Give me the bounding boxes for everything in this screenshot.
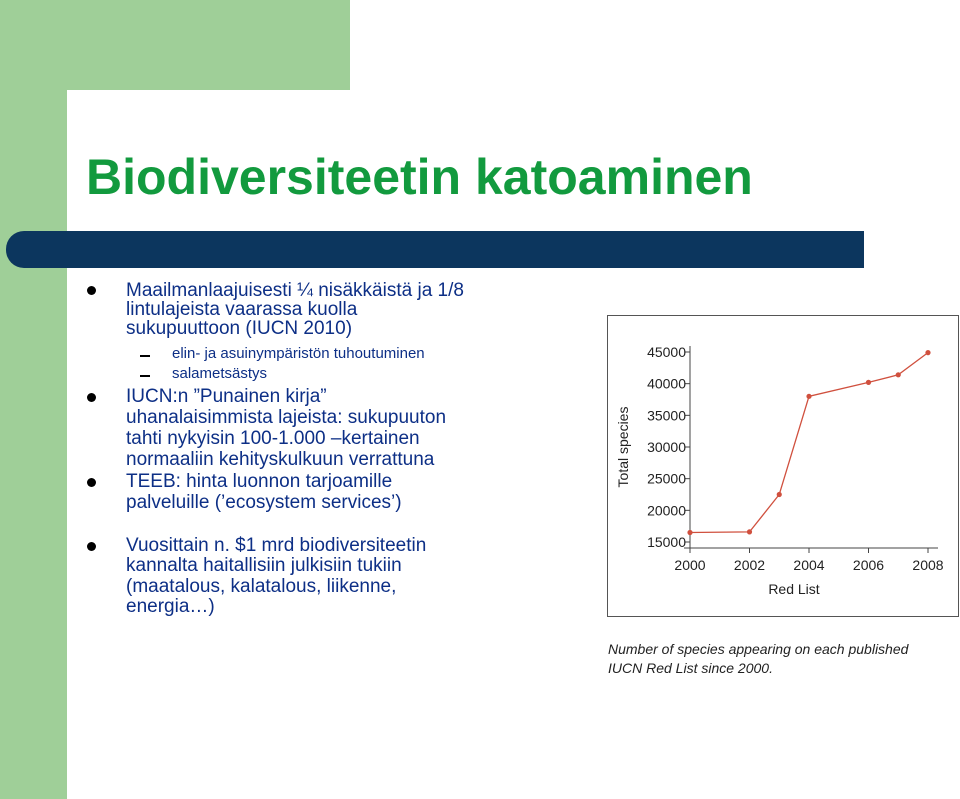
data-point: [747, 529, 752, 534]
x-tick-label: 2002: [733, 557, 766, 573]
bullet-3-line-1: TEEB: hinta luonnon tarjoamille: [126, 471, 393, 492]
y-tick-label: 40000: [647, 375, 686, 392]
x-axis-title: Red List: [768, 581, 820, 597]
y-tick-label: 20000: [647, 502, 686, 519]
sub-bullet-dash: [140, 355, 150, 357]
title-underline-bar: [6, 231, 864, 268]
data-point: [806, 394, 811, 399]
data-point: [925, 350, 930, 355]
bullet-dot: [87, 286, 96, 295]
chart-caption: [608, 640, 908, 678]
x-tick-label: 2008: [912, 557, 944, 573]
y-tick-label: 45000: [647, 344, 686, 360]
y-tick-label: 35000: [647, 407, 686, 424]
species-chart-svg: [608, 316, 958, 616]
bullet-3-line-2: palveluille (’ecosystem services’): [126, 492, 402, 513]
top-accent-band: [0, 0, 350, 90]
species-chart: [607, 315, 959, 617]
data-point: [896, 372, 901, 377]
bullet-4-line-1: Vuosittain n. $1 mrd biodiversiteetin: [126, 535, 427, 556]
bullet-4-line-2: kannalta haitallisiin julkisiin tukiin: [126, 555, 402, 576]
x-tick-label: 2000: [674, 557, 706, 573]
bullet-dot: [87, 542, 96, 551]
x-tick-label: 2006: [852, 557, 885, 573]
bullet-2-line-1: IUCN:n ”Punainen kirja”: [126, 386, 327, 407]
sub-bullet-2: salametsästys: [172, 365, 268, 382]
chart-caption-line-1: Number of species appearing on each published: [608, 641, 909, 657]
bullet-dot: [87, 393, 96, 402]
slide-title: Biodiversiteetin katoaminen: [86, 149, 753, 205]
left-accent-band: [0, 0, 67, 799]
bullet-1-line-1: Maailmanlaajuisesti ¼ nisäkkäistä ja 1/8: [126, 280, 464, 301]
bullet-2-line-4: normaaliin kehityskulkuun verrattuna: [126, 449, 435, 470]
bullet-dot: [87, 478, 96, 487]
bullet-2-line-2: uhanalaisimmista lajeista: sukupuuton: [126, 407, 447, 428]
x-tick-label: 2004: [793, 557, 825, 573]
y-tick-label: 15000: [647, 534, 686, 550]
series-line-total-species: [690, 353, 928, 533]
bullet-1-line-3: sukupuuttoon (IUCN 2010): [126, 318, 353, 339]
bullet-1-line-2: lintulajeista vaarassa kuolla: [126, 299, 358, 320]
bullet-4-line-3: (maatalous, kalatalous, liikenne,: [126, 576, 397, 597]
y-axis-title: Total species: [615, 406, 631, 488]
bullet-2-line-3: tahti nykyisin 100-1.000 –kertainen: [126, 428, 420, 449]
y-tick-label: 25000: [647, 470, 686, 487]
data-point: [866, 380, 871, 385]
bullet-4-line-4: energia…): [126, 596, 215, 617]
sub-bullet-1: elin- ja asuinympäristön tuhoutuminen: [172, 345, 425, 362]
chart-caption-line-2: IUCN Red List since 2000.: [608, 660, 773, 676]
data-point: [687, 530, 692, 535]
y-tick-label: 30000: [647, 439, 686, 455]
sub-bullet-dash: [140, 375, 150, 377]
data-point: [777, 492, 782, 497]
